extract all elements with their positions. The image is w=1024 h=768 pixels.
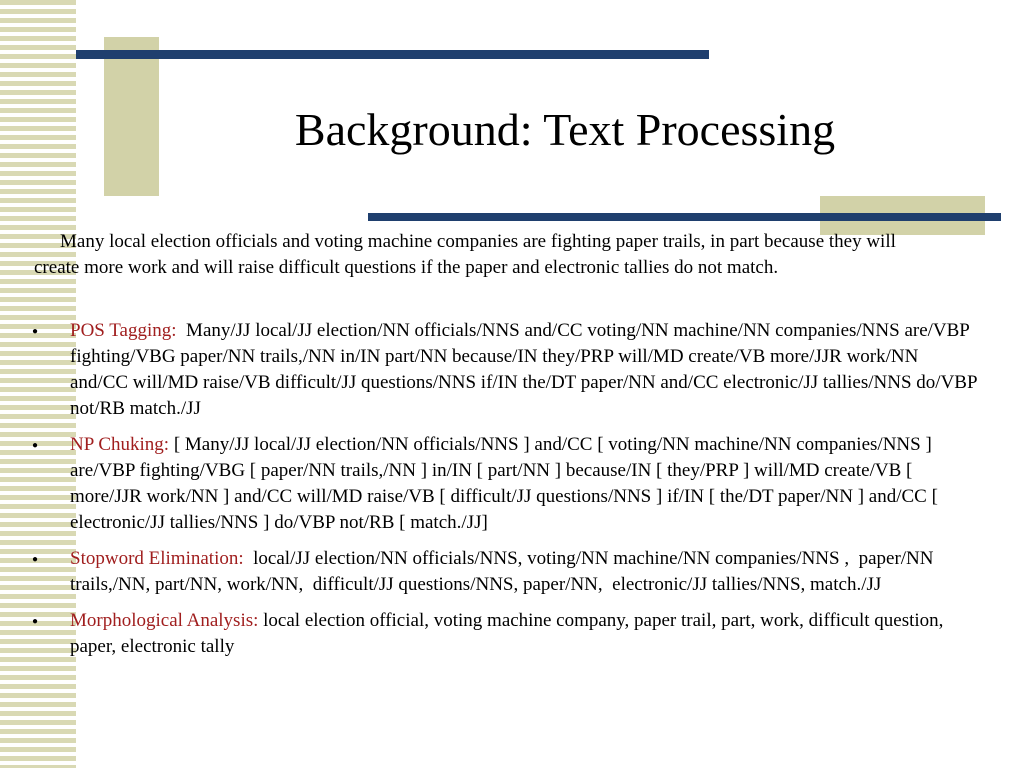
bullet-dot-icon: ● [32, 616, 39, 627]
decorative-tan-block-top [104, 37, 159, 196]
bullet-label-np-chunking: NP Chuking: [70, 434, 170, 455]
bullet-dot-icon: ● [32, 554, 39, 565]
bullet-pos-tagging [30, 318, 980, 422]
bullet-dot-icon: ● [32, 326, 39, 337]
bullet-text-stopword-elimination: local/JJ election/NN officials/NNS, voting/NN machine/NN companies/NNS , paper/NN trails,/NN, part/NN, work/NN, difficult/JJ questions/NNS, paper/NN, electronic/JJ tallies/NNS, match./JJ [70, 548, 939, 595]
decorative-navy-line-bottom [368, 213, 1001, 221]
slide-title: Background: Text Processing [294, 104, 836, 155]
bullet-text-pos-tagging: Many/JJ local/JJ election/NN officials/NNS and/CC voting/NN machine/NN companies/NNS are/VBP fighting/VBG paper/NN trails,/NN in/IN part/NN because/IN they/PRP will/MD create/VB more/JJR work/NN and/CC will/MD raise/VB difficult/JJ questions/NNS if/IN the/DT paper/NN and/CC electronic/JJ tallies/NNS do/VBP not/RB match./JJ [70, 320, 982, 419]
bullet-morphological-analysis [30, 608, 980, 660]
bullet-label-morphological-analysis: Morphological Analysis: [70, 610, 259, 631]
bullet-label-pos-tagging: POS Tagging: [70, 320, 177, 341]
bullet-stopword-elimination [30, 546, 980, 598]
bullet-np-chunking [30, 432, 980, 536]
bullet-text-morphological-analysis: local election official, voting machine company, paper trail, part, work, difficult question, paper, electronic tally [70, 610, 949, 657]
bullet-label-stopword-elimination: Stopword Elimination: [70, 548, 244, 569]
decorative-navy-line-top [76, 50, 709, 59]
bullet-text-np-chunking: [ Many/JJ local/JJ election/NN officials/NNS ] and/CC [ voting/NN machine/NN companies/NNS ] are/VBP fighting/VBG [ paper/NN trails,/NN ] in/IN [ part/NN ] because/IN [ they/PRP ] will/MD create/VB [ more/JJR work/NN ] and/CC will/MD raise/VB [ difficult/JJ questions/NNS ] if/IN [ the/DT paper/NN ] and/CC [ electronic/JJ tallies/NNS ] do/VBP not/RB [ match./JJ] [70, 434, 943, 533]
bullet-list [30, 318, 980, 670]
intro-paragraph: Many local election officials and voting machine companies are fighting paper trails, in part because they will create more work and will raise difficult questions if the paper and electronic tallies do not match. [34, 231, 896, 278]
bullet-dot-icon: ● [32, 440, 39, 451]
